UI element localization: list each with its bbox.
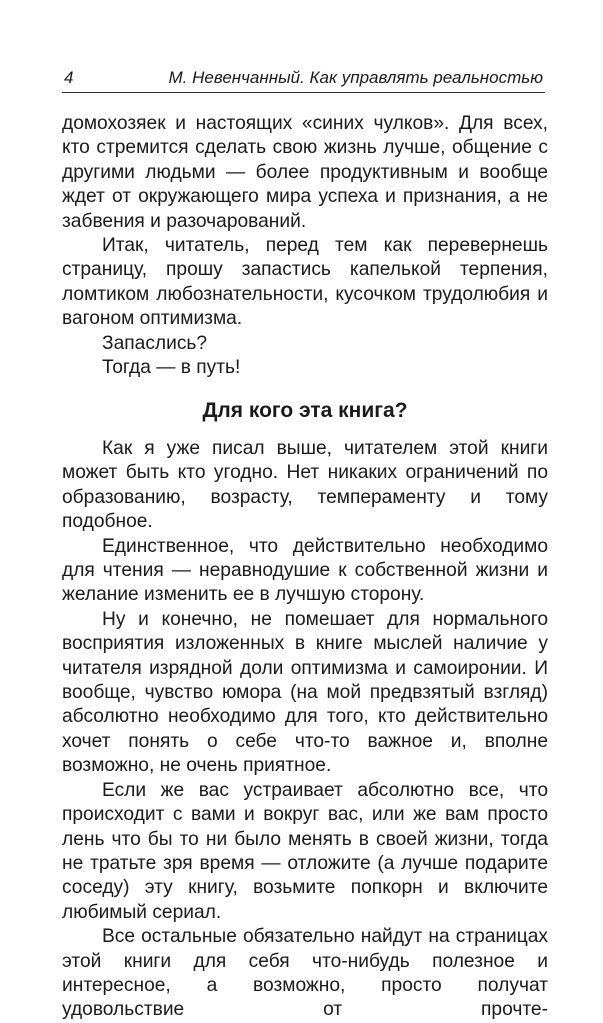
intro-paragraph-4: Тогда — в путь! [102,357,241,379]
page-header [62,66,545,92]
intro-text [62,112,548,380]
intro-paragraph-1: домохозяек и настоящих «синих чулков». Для всех, кто стремится сделать свою жизнь лучше, общение с другими людьми — более продуктивным и вообще ждет от окружающего мира успеха и признания, а не забвения и разочарований. [62,113,548,232]
section-paragraph-2: Единственное, что действительно необходимо для чтения — неравнодушие к собственной жизни и желание изменить ее в лучшую сторону. [62,535,548,606]
section-paragraph-4: Если же вас устраивает абсолютно все, что происходит с вами и вокруг вас, или же вам просто лень что бы то ни было менять в своей жизни, тогда не тратьте зря время — отложите (а лучше подарите соседу) эту книгу, возьмите попкорн и включите любимый сериал. [62,779,548,923]
section-paragraph-5: Все остальные обязательно найдут на страницах этой книги для себя что-нибудь полезное и интересное, а возможно, просто получат удовольствие от прочте- [62,926,548,1021]
section-paragraph-1: Как я уже писал выше, читателем этой книги может быть кто угодно. Нет никаких ограничений по образованию, возрасту, темпераменту и тому подобное. [62,438,548,533]
header-rule [62,92,545,93]
section-heading: Для кого эта книга? [202,399,408,422]
section-text [62,437,548,1023]
running-title: М. Невенчанный. Как управлять реальностью [168,68,543,87]
section-paragraph-3: Ну и конечно, не помешает для нормального восприятия изложенных в книге мыслей наличие у читателя изрядной доли оптимизма и самоиронии. И вообще, чувство юмора (на мой предвзятый взгляд) абсолютно необходимо для того, кто действительно хочет понять о себе что-то важное и, вполне возможно, не очень приятное. [62,608,548,777]
intro-paragraph-3: Запаслись? [102,332,208,354]
page-number: 4 [64,68,74,87]
intro-paragraph-2: Итак, читатель, перед тем как перевернешь страницу, прошу запастись капелькой терпения, ломтиком любознательности, кусочком трудолюбия и вагоном оптимизма. [62,235,548,330]
